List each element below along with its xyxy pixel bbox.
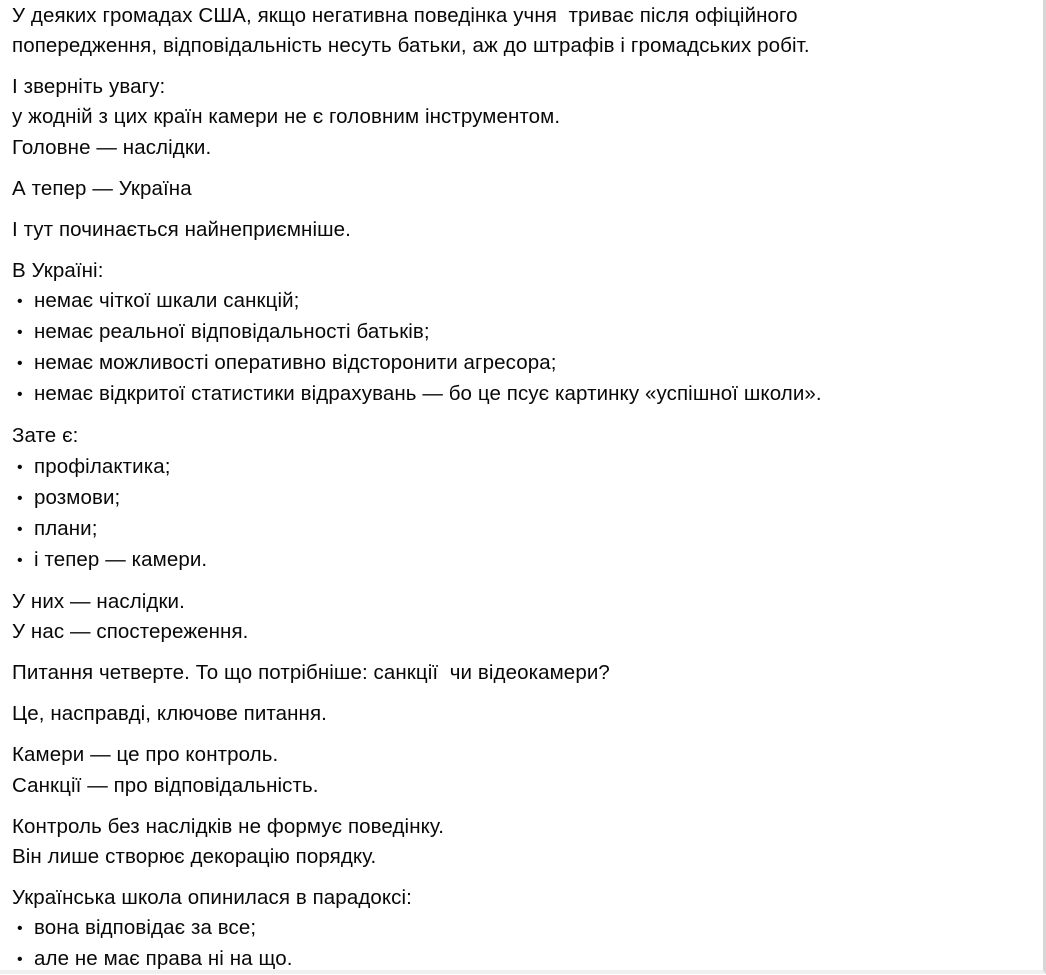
list-item <box>12 545 1031 576</box>
bullet-icon: • <box>17 324 23 342</box>
list-item <box>12 483 1031 514</box>
list-item <box>12 379 1031 410</box>
text-line: І тут починається найнеприємніше. <box>12 217 351 241</box>
text-line: У нас — спостереження. <box>12 620 249 644</box>
list-item-text: вона відповідає за все; <box>34 916 257 940</box>
list-item <box>12 452 1031 483</box>
bullet-icon: • <box>17 552 23 570</box>
text-line: В Україні: <box>12 258 104 282</box>
text-line: Контроль без наслідків не формує поведінку. <box>12 814 445 838</box>
bullet-icon: • <box>17 355 23 373</box>
list-item-text: але не має права ні на що. <box>34 947 293 971</box>
list-item <box>12 348 1031 379</box>
paragraph-unpleasant <box>12 215 1031 245</box>
bullet-icon: • <box>17 489 23 507</box>
paragraph-instead <box>12 421 1031 576</box>
paragraph-key-question <box>12 699 1031 729</box>
text-line: У деяких громадах США, якщо негативна поведінка учня триває після офіційного <box>12 4 798 27</box>
paragraph-ukraine-heading <box>12 174 1031 204</box>
list-item <box>12 286 1031 317</box>
bullet-icon: • <box>17 458 23 476</box>
list-item-text: розмови; <box>34 485 121 509</box>
text-line: Зате є: <box>12 424 79 448</box>
list-item-text: немає можливості оперативно відсторонити агресора; <box>34 351 557 375</box>
paragraph-paradox <box>12 883 1031 975</box>
paragraph-us-parents <box>12 1 1031 61</box>
list-item-text: немає чіткої шкали санкцій; <box>34 288 300 312</box>
text-line: Питання четверте. То що потрібніше: санкції чи відеокамери? <box>12 661 610 685</box>
bullet-icon: • <box>17 951 23 969</box>
text-line: Це, насправді, ключове питання. <box>12 702 327 726</box>
text-line: Санкції — про відповідальність. <box>12 773 319 797</box>
bullet-icon: • <box>17 521 23 539</box>
list-item-text: профілактика; <box>34 454 171 478</box>
text-line: Українська школа опинилася в парадоксі: <box>12 885 412 909</box>
list-item <box>12 944 1031 975</box>
list-item-text: немає реальної відповідальності батьків; <box>34 320 430 344</box>
bullet-icon: • <box>17 292 23 310</box>
paragraph-contrast <box>12 587 1031 647</box>
paragraph-cameras-sanctions <box>12 740 1031 800</box>
text-line: І зверніть увагу: <box>12 75 166 99</box>
paragraph-attention <box>12 72 1031 163</box>
paragraph-question-four <box>12 658 1031 688</box>
text-line: попередження, відповідальність несуть батьки, аж до штрафів і громадських робіт. <box>12 34 810 58</box>
text-line: Камери — це про контроль. <box>12 743 279 767</box>
list-item <box>12 913 1031 944</box>
text-line: у жодній з цих країн камери не є головним інструментом. <box>12 105 561 129</box>
bullet-icon: • <box>17 920 23 938</box>
text-line: А тепер — Україна <box>12 176 192 200</box>
list-item-text: немає відкритої статистики відрахувань — бо це псує картинку «успішної школи». <box>34 382 822 406</box>
list-item <box>12 514 1031 545</box>
list-item <box>12 317 1031 348</box>
paragraph-in-ukraine <box>12 256 1031 411</box>
text-line: Головне — наслідки. <box>12 135 212 159</box>
text-line: У них — наслідки. <box>12 590 185 614</box>
list-item-text: і тепер — камери. <box>34 548 208 572</box>
paragraph-control <box>12 812 1031 872</box>
text-line: Він лише створює декорацію порядку. <box>12 844 377 868</box>
list-item-text: плани; <box>34 517 98 541</box>
bullet-icon: • <box>17 386 23 404</box>
